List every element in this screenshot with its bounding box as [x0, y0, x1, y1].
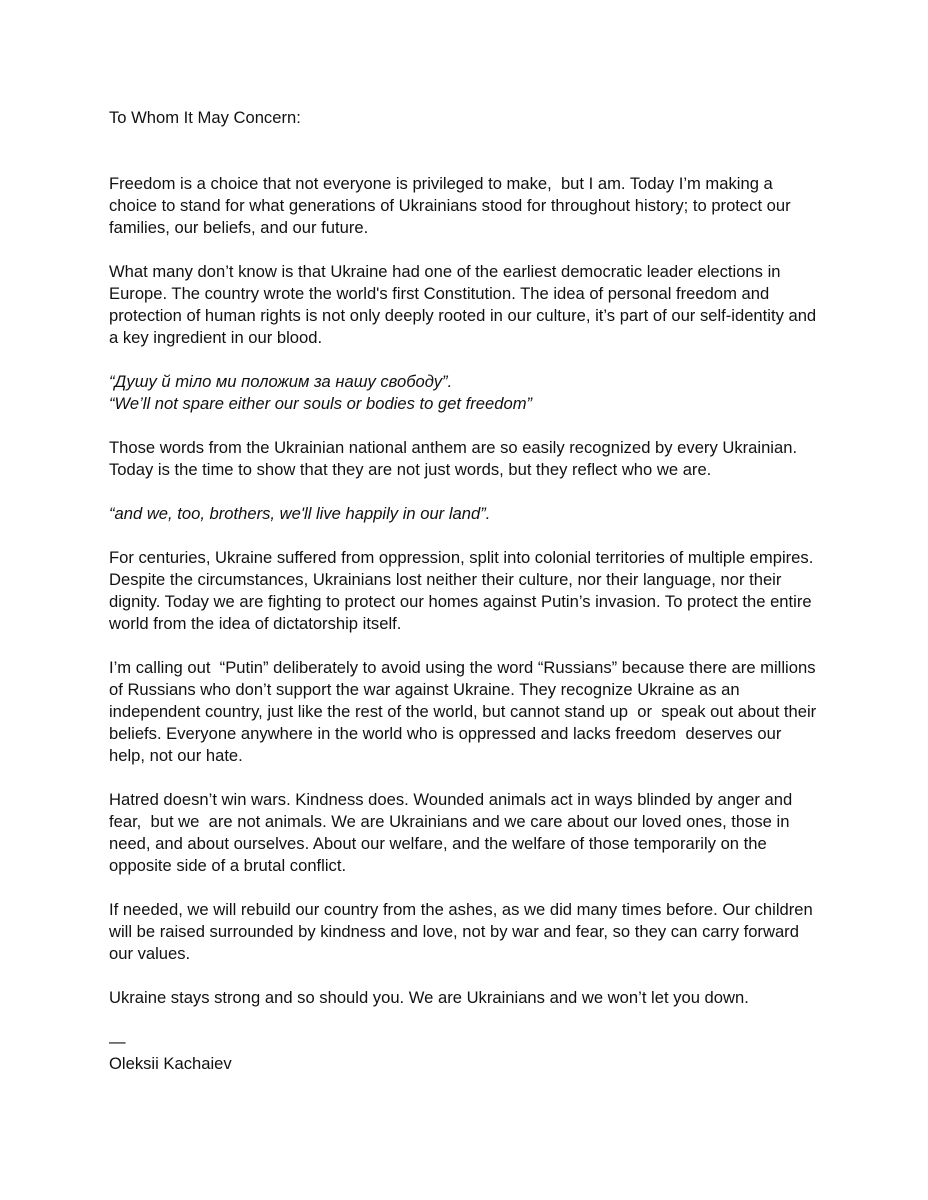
- signature-dash: —: [109, 1032, 126, 1051]
- paragraph-democratic-history: What many don’t know is that Ukraine had one of the earliest democratic leader elections in Europe. The country wrote the world's first Constitution. The idea of personal freedom and protection of human rights is not only deeply rooted in our culture, it’s part of our self-identity and a key ingredient in our blood.: [109, 262, 821, 347]
- letter-body: [109, 107, 821, 1075]
- paragraph-freedom-choice: Freedom is a choice that not everyone is privileged to make, but I am. Today I’m making a choice to stand for what generations of Ukrainians stood for throughout history; to protect our families, our beliefs, and our future.: [109, 174, 796, 237]
- anthem-quote-land: “and we, too, brothers, we'll live happily in our land”.: [109, 504, 491, 523]
- paragraph-stay-strong: Ukraine stays strong and so should you. We are Ukrainians and we won’t let you down.: [109, 988, 749, 1007]
- paragraph-kindness: Hatred doesn’t win wars. Kindness does. Wounded animals act in ways blinded by anger and fear, but we are not animals. We are Ukrainians and we care about our loved ones, those in need, and about ourselves. About our welfare, and the welfare of those temporarily on the opposite side of a brutal conflict.: [109, 790, 797, 875]
- paragraph-rebuild: If needed, we will rebuild our country from the ashes, as we did many times before. Our children will be raised surrounded by kindness and love, not by war and fear, so they can carry forward our values.: [109, 900, 818, 963]
- anthem-quote-ukrainian: “Душу й тіло ми положим за нашу свободу”.: [109, 372, 453, 391]
- anthem-quote-english: “We’ll not spare either our souls or bodies to get freedom”: [109, 394, 533, 413]
- salutation: To Whom It May Concern:: [109, 108, 301, 127]
- paragraph-calling-out-putin: I’m calling out “Putin” deliberately to avoid using the word “Russians” because there are millions of Russians who don’t support the war against Ukraine. They recognize Ukraine as an independent country, just like the rest of the world, but cannot stand up or speak out about their beliefs. Everyone anywhere in the world who is oppressed and lacks freedom deserves our help, not our hate.: [109, 658, 821, 765]
- paragraph-anthem-words: Those words from the Ukrainian national anthem are so easily recognized by every Ukrainian. Today is the time to show that they are not just words, but they reflect who we are.: [109, 438, 802, 479]
- paragraph-oppression-history: For centuries, Ukraine suffered from oppression, split into colonial territories of multiple empires. Despite the circumstances, Ukrainians lost neither their culture, nor their language, nor their dignity. Today we are fighting to protect our homes against Putin’s invasion. To protect the entire world from the idea of dictatorship itself.: [109, 548, 818, 633]
- signature-name: Oleksii Kachaiev: [109, 1054, 232, 1073]
